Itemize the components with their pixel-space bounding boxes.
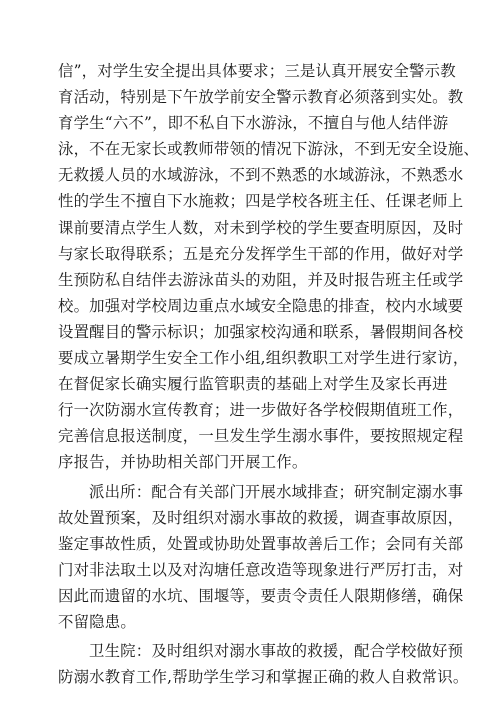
text-line: 因此而遗留的水坑、围堰等，要责令责任人限期修缮，确保 — [58, 586, 464, 605]
text-line: 泳，不在无家长或教师带领的情况下游泳，不到无安全设施、 — [58, 140, 479, 159]
text-line: 派出所：配合有关部门开展水域排查；研究制定溺水事 — [89, 482, 464, 501]
text-line: 育活动，特别是下午放学前安全警示教育必须落到实处。教 — [58, 88, 464, 107]
text-line: 信”，对学生安全提出具体要求；三是认真开展安全警示教 — [58, 62, 456, 80]
text-line: 卫生院：及时组织对溺水事故的救援，配合学校做好预 — [89, 642, 464, 661]
text-line: 在督促家长确实履行监管职责的基础上对学生及家长再进 — [58, 375, 448, 394]
text-line: 故处置预案，及时组织对溺水事故的救援，调查事故原因， — [58, 508, 464, 527]
text-line: 育学生“六不”，即不私自下水游泳，不擅自与他人结伴游 — [58, 114, 449, 133]
text-line: 设置醒目的警示标识；加强家校沟通和联系，暑假期间各校 — [58, 322, 464, 341]
text-line: 无救援人员的水域游泳，不到不熟悉的水域游泳，不熟悉水 — [58, 166, 464, 185]
document-body — [58, 58, 479, 693]
text-line: 要成立暑期学生安全工作小组,组织教职工对学生进行家访， — [58, 349, 469, 368]
text-line: 与家长取得联系；五是充分发挥学生干部的作用，做好对学 — [58, 244, 464, 263]
text-line: 行一次防溺水宣传教育；进一步做好各学校假期值班工作， — [58, 401, 464, 420]
text-line: 性的学生不擅自下水施救；四是学校各班主任、任课老师上 — [58, 192, 464, 211]
text-line: 门对非法取土以及对沟塘任意改造等现象进行严厉打击，对 — [58, 560, 464, 579]
text-line: 鉴定事故性质，处置或协助处置事故善后工作；会同有关部 — [58, 534, 464, 553]
text-line: 防溺水教育工作,帮助学生学习和掌握正确的救人自救常识。 — [58, 668, 469, 687]
paragraph-police-station — [58, 479, 464, 636]
text-line: 完善信息报送制度，一旦发生学生溺水事件，要按照规定程 — [58, 427, 464, 446]
text-line: 序报告，并协助相关部门开展工作。 — [58, 453, 308, 472]
text-line: 不留隐患。 — [58, 612, 136, 631]
text-line: 校。加强对学校周边重点水域安全隐患的排查，校内水域要 — [58, 296, 464, 315]
text-line: 生预防私自结伴去游泳苗头的劝阻，并及时报告班主任或学 — [58, 270, 464, 289]
text-line: 课前要清点学生人数，对未到学校的学生要查明原因，及时 — [58, 218, 464, 237]
paragraph-school-measures — [58, 58, 479, 476]
paragraph-health-clinic — [58, 638, 469, 690]
